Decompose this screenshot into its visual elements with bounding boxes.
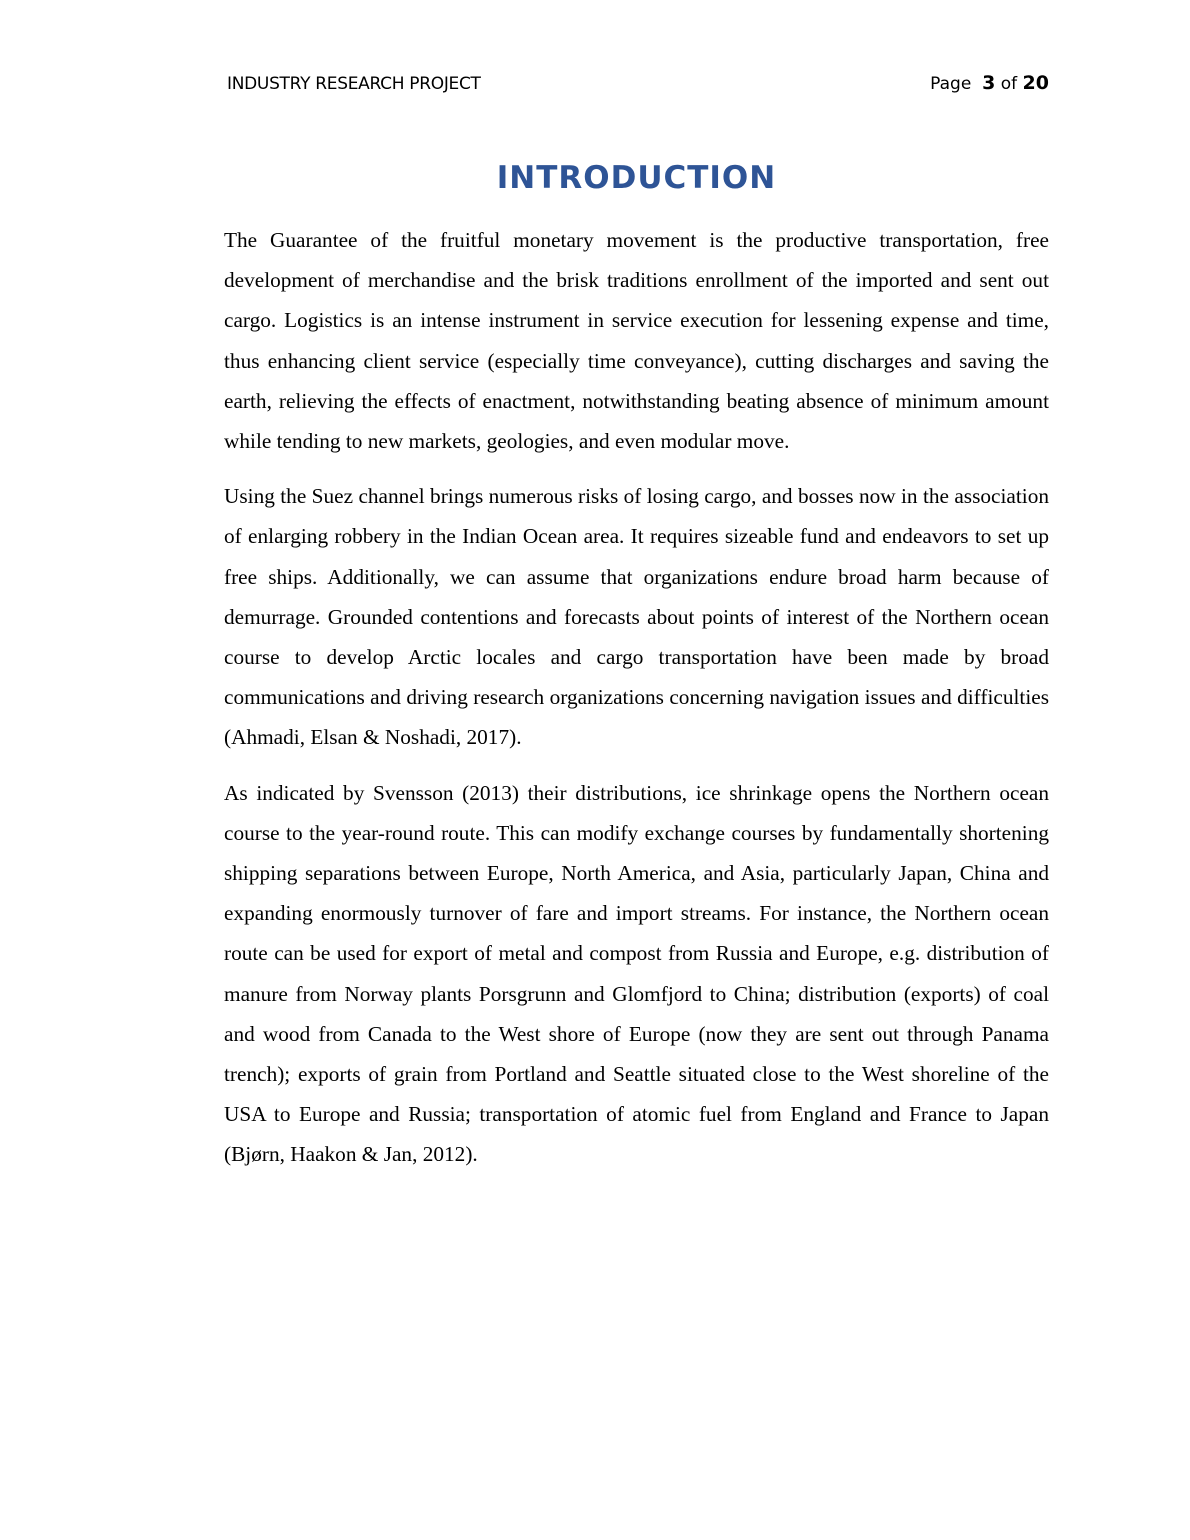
page-of-label: of: [1000, 74, 1018, 94]
paragraph-2: Using the Suez channel brings numerous risks of losing cargo, and bosses now in the association of enlarging robbery in the Indian Ocean area. It requires sizeable fund and endeavors to set up free ships. Additionally, we can assume that organizations endure broad harm because of demurrage. Grounded contentions and forecasts about points of interest of the Northern ocean course to develop Arctic locales and cargo transportation have been made by broad communications and driving research organizations concerning navigation issues and difficulties (Ahmadi, Elsan & Noshadi, 2017).: [224, 484, 1049, 750]
total-page-number: 20: [1022, 72, 1049, 94]
page-header: [227, 72, 1049, 100]
paragraph-1: The Guarantee of the fruitful monetary movement is the productive transportation, free development of merchandise and the brisk traditions enrollment of the imported and sent out cargo. Logistics is an intense instrument in service execution for lessening expense and time, thus enhancing client service (especially time conveyance), cutting discharges and saving the earth, relieving the effects of enactment, notwithstanding beating absence of minimum amount while tending to new markets, geologies, and even modular move.: [224, 228, 1049, 454]
paragraph-3: As indicated by Svensson (2013) their distributions, ice shrinkage opens the Northern ocean course to the year-round route. This can modify exchange courses by fundamentally shortening shipping separations between Europe, North America, and Asia, particularly Japan, China and expanding enormously turnover of fare and import streams. For instance, the Northern ocean route can be used for export of metal and compost from Russia and Europe, e.g. distribution of manure from Norway plants Porsgrunn and Glomfjord to China; distribution (exports) of coal and wood from Canada to the West shore of Europe (now they are sent out through Panama trench); exports of grain from Portland and Seattle situated close to the West shoreline of the USA to Europe and Russia; transportation of atomic fuel from England and France to Japan (Bjørn, Haakon & Jan, 2012).: [224, 780, 1049, 1167]
page-label: Page: [930, 74, 972, 94]
page-number: [930, 72, 1049, 94]
header-title: INDUSTRY RESEARCH PROJECT: [227, 74, 481, 94]
section-title: INTRODUCTION: [496, 160, 777, 196]
body-text: [224, 220, 1049, 1190]
current-page-number: 3: [982, 72, 996, 94]
